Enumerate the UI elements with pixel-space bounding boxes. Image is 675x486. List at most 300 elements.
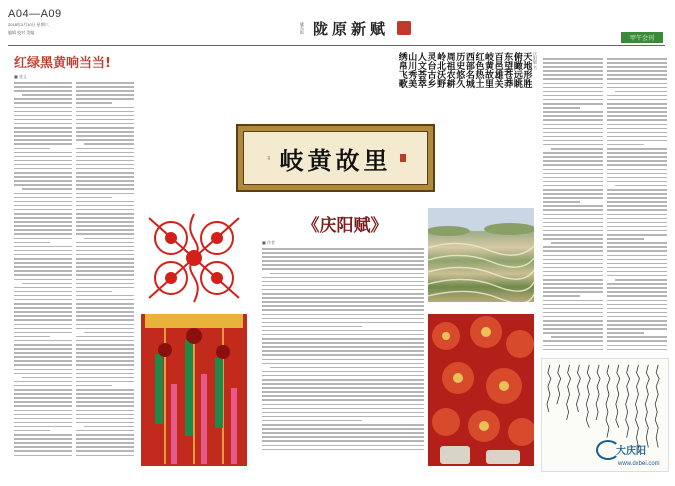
text-line	[14, 442, 72, 444]
text-line	[543, 156, 603, 158]
text-line	[76, 188, 134, 190]
terrace-graphic	[428, 208, 534, 302]
text-line	[14, 405, 72, 407]
text-line	[607, 304, 667, 306]
calligraphy-column: 历史悠久	[454, 52, 465, 88]
text-line	[76, 246, 134, 248]
text-line	[14, 438, 72, 440]
papercut-graphic	[141, 210, 247, 306]
text-line	[14, 455, 72, 457]
text-line	[14, 229, 72, 231]
text-line	[607, 152, 667, 154]
text-line	[543, 300, 603, 302]
papercut-image	[141, 210, 247, 306]
text-line	[76, 217, 134, 219]
text-line	[607, 242, 667, 244]
text-line	[76, 131, 134, 133]
text-line	[76, 401, 134, 403]
text-line	[14, 336, 50, 338]
text-line	[607, 300, 667, 302]
text-line	[262, 383, 424, 385]
text-line	[262, 379, 424, 381]
text-line	[543, 250, 603, 252]
text-line	[76, 127, 134, 129]
text-line	[262, 359, 424, 361]
text-line	[543, 169, 603, 171]
text-line	[262, 305, 424, 307]
text-line	[607, 70, 667, 72]
text-line	[543, 332, 603, 334]
text-line	[543, 119, 603, 121]
text-line	[543, 177, 603, 179]
text-line	[14, 152, 72, 154]
text-line	[14, 279, 72, 281]
text-line	[84, 332, 134, 334]
text-line	[262, 318, 424, 320]
text-line	[262, 338, 424, 340]
text-line	[262, 399, 424, 401]
text-line	[543, 103, 603, 105]
text-line	[14, 143, 72, 145]
text-line	[607, 271, 667, 273]
text-line	[14, 135, 72, 137]
text-line	[543, 349, 603, 351]
text-line	[76, 369, 134, 371]
text-line	[14, 160, 72, 162]
calligraphy-column: 灵台古乡	[425, 52, 436, 88]
text-line	[262, 445, 424, 447]
text-line	[543, 70, 603, 72]
text-line	[76, 418, 134, 420]
text-line	[607, 222, 667, 224]
text-line	[607, 308, 667, 310]
text-line	[76, 176, 134, 178]
text-line	[543, 340, 603, 342]
text-line	[76, 209, 134, 211]
text-line	[262, 412, 424, 414]
text-line	[543, 111, 603, 113]
text-line	[607, 259, 667, 261]
terrace-landscape-image	[428, 208, 534, 302]
text-line	[76, 344, 134, 346]
masthead-seal-icon	[397, 21, 411, 35]
left-text-column-a	[14, 82, 72, 462]
calligraphy-column: 西部名城	[463, 52, 474, 88]
text-line	[543, 234, 603, 236]
plaque-seal-icon	[400, 154, 406, 162]
text-line	[76, 205, 134, 207]
text-line	[607, 226, 667, 228]
text-line	[262, 334, 424, 336]
text-line	[76, 315, 134, 317]
calligraphy-column: 东望苍莽	[502, 52, 513, 88]
text-line	[76, 364, 134, 366]
calligraphy-signature: 庆阳赋 书	[533, 52, 538, 70]
text-line	[607, 62, 667, 64]
center-text-column	[262, 248, 424, 458]
text-line	[14, 233, 72, 235]
text-line	[14, 119, 72, 121]
text-line	[607, 332, 644, 334]
text-line	[14, 168, 72, 170]
text-line	[543, 246, 603, 248]
text-line	[14, 201, 72, 203]
knots-graphic	[428, 314, 534, 466]
text-line	[76, 193, 134, 195]
text-line	[543, 124, 603, 126]
text-line	[76, 201, 134, 203]
text-line	[76, 152, 134, 154]
text-line	[262, 363, 424, 365]
tassels-graphic	[141, 314, 247, 466]
text-line	[14, 127, 72, 129]
text-line	[14, 176, 72, 178]
text-line	[543, 345, 603, 347]
text-line	[76, 82, 134, 84]
text-line	[76, 135, 134, 137]
text-line	[262, 260, 424, 262]
text-line	[14, 197, 72, 199]
text-line	[76, 86, 134, 88]
text-line	[76, 446, 134, 448]
text-line	[14, 102, 72, 104]
text-line	[14, 397, 72, 399]
red-tassels-image	[141, 314, 247, 466]
text-line	[607, 140, 667, 142]
text-line	[543, 214, 603, 216]
text-line	[607, 83, 667, 85]
text-line	[543, 189, 603, 191]
text-line	[543, 324, 603, 326]
text-line	[76, 90, 134, 92]
text-line	[543, 279, 603, 281]
text-line	[607, 144, 644, 146]
text-line	[543, 230, 603, 232]
text-line	[14, 254, 72, 256]
text-line	[14, 373, 72, 375]
calligraphy-column: 百邑雄关	[492, 52, 503, 88]
masthead-title: 陇原新赋	[312, 19, 389, 38]
right-text-column-a	[543, 58, 603, 356]
text-line	[76, 229, 134, 231]
text-line	[543, 107, 580, 109]
page-range: A04—A09	[8, 8, 62, 20]
text-line	[262, 346, 424, 348]
text-line	[607, 275, 667, 277]
text-line	[76, 221, 134, 223]
text-line	[543, 291, 603, 293]
text-line	[607, 312, 667, 314]
text-line	[543, 91, 603, 93]
text-line	[76, 397, 134, 399]
text-line	[270, 273, 424, 275]
text-line	[76, 262, 134, 264]
text-line	[14, 139, 72, 141]
text-line	[262, 322, 424, 324]
text-line	[607, 156, 667, 158]
text-line	[607, 169, 667, 171]
text-line	[543, 287, 603, 289]
text-line	[262, 436, 424, 438]
text-line	[76, 295, 134, 297]
text-line	[607, 250, 667, 252]
text-line	[262, 256, 424, 258]
text-line	[76, 287, 134, 289]
text-line	[76, 434, 134, 436]
text-line	[14, 364, 72, 366]
text-line	[543, 74, 603, 76]
text-line	[14, 266, 72, 268]
text-line	[607, 119, 667, 121]
feature-byline: ■ 作者	[262, 240, 276, 245]
text-line	[262, 371, 424, 373]
calligraphy-column: 人文荟萃	[415, 52, 426, 88]
watermark-logo	[596, 440, 668, 470]
text-line	[14, 426, 72, 428]
text-line	[543, 136, 603, 138]
text-line	[14, 205, 72, 207]
text-line	[262, 424, 424, 426]
text-line	[76, 328, 134, 330]
text-line	[76, 274, 134, 276]
article-headline: 红绿黑黄响当当!	[14, 56, 111, 71]
text-line	[551, 242, 603, 244]
text-line	[76, 393, 134, 395]
text-line	[76, 442, 134, 444]
text-line	[14, 414, 72, 416]
text-line	[543, 283, 603, 285]
date-line: 2018年3月10日 星期六	[8, 22, 49, 27]
text-line	[607, 287, 667, 289]
text-line	[607, 320, 667, 322]
text-line	[76, 422, 134, 424]
text-line	[543, 209, 603, 211]
calligraphy-column: 岐黄故里	[483, 52, 494, 88]
text-line	[76, 307, 134, 309]
text-line	[607, 103, 667, 105]
text-line	[543, 160, 603, 162]
text-line	[76, 385, 112, 387]
text-line	[14, 242, 50, 244]
text-line	[607, 336, 667, 338]
text-line	[84, 143, 134, 145]
text-line	[76, 213, 134, 215]
text-line	[543, 275, 603, 277]
text-line	[14, 225, 72, 227]
plaque-text: 岐黄故里	[279, 145, 392, 175]
text-line	[14, 303, 72, 305]
text-line	[615, 185, 667, 187]
text-line	[262, 277, 424, 279]
text-line	[607, 238, 644, 240]
text-line	[607, 316, 667, 318]
article-byline: ■ 张义	[14, 74, 28, 79]
text-line	[22, 377, 72, 379]
text-line	[262, 428, 424, 430]
text-line	[14, 221, 72, 223]
text-line	[14, 274, 72, 276]
text-line	[14, 90, 72, 92]
text-line	[262, 354, 424, 356]
right-text-column-b	[607, 58, 667, 356]
watermark-text: 大庆阳	[616, 446, 646, 457]
left-text-column-b	[76, 82, 134, 462]
text-line	[22, 188, 72, 190]
text-line	[76, 139, 134, 141]
text-line	[543, 304, 603, 306]
text-line	[607, 283, 667, 285]
text-line	[14, 369, 72, 371]
text-line	[22, 94, 72, 96]
text-line	[262, 342, 424, 344]
text-line	[14, 180, 72, 182]
text-line	[607, 124, 667, 126]
text-line	[262, 449, 424, 451]
text-line	[14, 107, 72, 109]
text-line	[607, 181, 667, 183]
text-line	[543, 238, 603, 240]
text-line	[84, 426, 134, 428]
text-line	[543, 132, 603, 134]
text-line	[76, 405, 134, 407]
text-line	[14, 258, 72, 260]
text-line	[14, 164, 72, 166]
text-line	[607, 58, 667, 60]
text-line	[22, 283, 72, 285]
text-line	[76, 340, 134, 342]
calligraphy-column: 山川秀美	[406, 52, 417, 88]
text-line	[607, 99, 667, 101]
text-line	[262, 301, 424, 303]
text-line	[543, 218, 603, 220]
text-line	[14, 295, 72, 297]
text-line	[14, 315, 72, 317]
text-line	[76, 164, 134, 166]
text-line	[262, 248, 424, 250]
text-line	[14, 422, 72, 424]
text-line	[543, 95, 603, 97]
text-line	[14, 98, 72, 100]
text-line	[262, 330, 424, 332]
text-line	[14, 193, 72, 195]
text-line	[262, 326, 362, 328]
calligraphy-column: 岭北沃野	[435, 52, 446, 88]
calligraphy-column: 俯瞰远眺	[511, 52, 522, 88]
text-line	[76, 450, 134, 452]
text-line	[543, 164, 603, 166]
header-rule	[8, 45, 665, 46]
plaque-frame	[236, 124, 435, 192]
text-line	[14, 389, 72, 391]
text-line	[607, 267, 667, 269]
text-line	[615, 91, 667, 93]
text-line	[607, 148, 667, 150]
text-line	[607, 189, 667, 191]
text-line	[607, 74, 667, 76]
text-line	[14, 434, 72, 436]
text-line	[14, 287, 72, 289]
text-line	[14, 340, 72, 342]
text-line	[543, 140, 603, 142]
text-line	[607, 197, 667, 199]
text-line	[551, 336, 603, 338]
text-line	[76, 303, 134, 305]
text-line	[14, 385, 72, 387]
text-line	[543, 259, 603, 261]
section-badge: 甲午会刊	[621, 32, 663, 43]
feature-title-text: 《庆阳赋》	[302, 215, 388, 236]
text-line	[76, 324, 134, 326]
text-line	[76, 197, 112, 199]
text-line	[262, 309, 424, 311]
text-line	[607, 255, 667, 257]
text-line	[607, 328, 667, 330]
text-line	[14, 360, 72, 362]
text-line	[14, 319, 72, 321]
text-line	[262, 395, 424, 397]
text-line	[543, 255, 603, 257]
text-line	[262, 297, 424, 299]
text-line	[607, 230, 667, 232]
text-line	[262, 416, 424, 418]
text-line	[14, 213, 72, 215]
text-line	[262, 252, 424, 254]
text-line	[76, 107, 134, 109]
text-line	[14, 82, 72, 84]
text-line	[76, 438, 134, 440]
text-line	[76, 266, 134, 268]
text-line	[262, 432, 424, 434]
text-line	[543, 58, 603, 60]
text-line	[543, 99, 603, 101]
text-line	[14, 311, 72, 313]
text-line	[262, 420, 362, 422]
text-line	[76, 414, 134, 416]
text-line	[76, 115, 134, 117]
text-line	[76, 279, 134, 281]
text-line	[14, 344, 72, 346]
text-line	[14, 430, 50, 432]
text-line	[543, 226, 603, 228]
text-line	[14, 299, 72, 301]
text-line	[607, 209, 667, 211]
text-line	[76, 291, 112, 293]
text-line	[76, 180, 134, 182]
text-line	[14, 238, 72, 240]
text-line	[607, 349, 667, 351]
page-header-left	[8, 8, 138, 36]
text-line	[14, 307, 72, 309]
feature-title	[270, 210, 420, 236]
text-line	[543, 185, 603, 187]
text-line	[607, 246, 667, 248]
text-line	[14, 291, 72, 293]
text-line	[607, 205, 667, 207]
text-line	[543, 87, 603, 89]
text-line	[14, 115, 72, 117]
text-line	[76, 360, 134, 362]
text-line	[543, 201, 580, 203]
text-line	[543, 173, 603, 175]
text-line	[76, 184, 134, 186]
text-line	[14, 246, 72, 248]
text-line	[76, 98, 134, 100]
text-line	[76, 377, 134, 379]
text-line	[14, 172, 72, 174]
text-line	[607, 218, 667, 220]
text-line	[14, 348, 72, 350]
text-line	[14, 250, 72, 252]
